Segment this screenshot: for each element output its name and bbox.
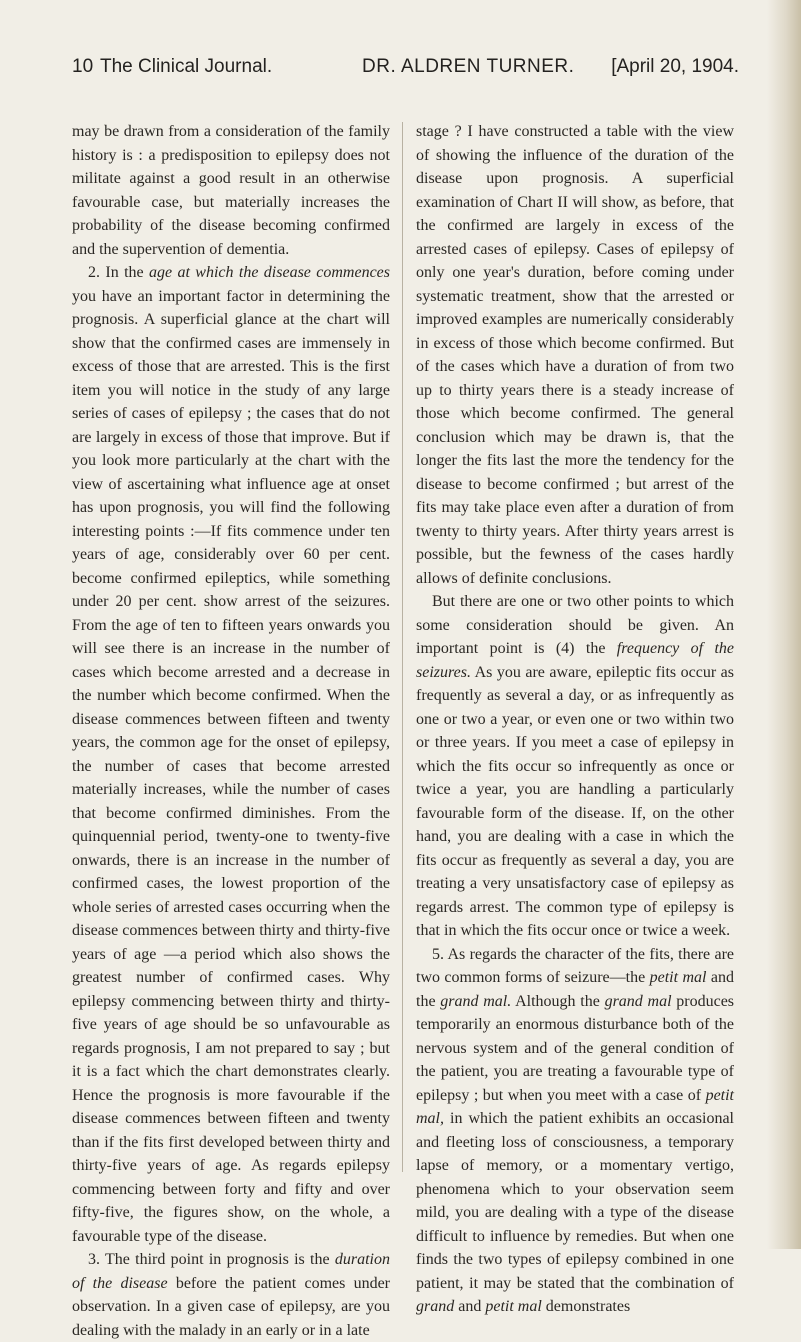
article-author: DR. ALDREN TURNER. [362,56,575,77]
paragraph-age-of-onset: 2. In the age at which the disease commences you have an important factor in determining the prognosis. A superficial glance at the chart will show that the confirmed cases are immensely in excess of those that are arrested. This is the first item you will notice in the study of any large series of cases of epilepsy ; the cases that do not are largely in excess of those that improve. But if you look more particularly at the chart with the view of ascertaining what influence age at onset has upon prognosis, you will find the following interesting points :—If fits commence under ten years of age, considerably over 60 per cent. become confirmed epileptics, while something under 20 per cent. show arrest of the seizures. From the age of ten to fifteen years onwards you will see there is an increase in the number of cases which become arrested and a decrease in the number which become confirmed. When the disease commences between fifteen and twenty years, the common age for the onset of epilepsy, the number of cases that become arrested materially increases, while the number of cases that become confirmed diminishes. From the quinquennial period, twenty-one to twenty-five onwards, there is an increase in the number of confirmed cases, the lowest proportion of the whole series of arrested cases occurring when the disease commences between thirty and thirty-five years of age —a period which also shows the greatest number of confirmed cases. Why epilepsy commencing between thirty and thirty-five years of age should be so unfavourable as regards prognosis, I am not prepared to say ; but it is a fact which the chart demonstrates clearly. Hence the prognosis is more favourable if the disease commences between fifteen and twenty than if the fits first developed between thirty and thirty-five years of age. As regards epilepsy commencing between forty and fifty and over fifty-five, the figures show, on the whole, a favourable type of the disease. [72,264,391,1245]
italic-phrase: petit mal [649,969,707,986]
issue-date: [April 20, 1904. [611,56,739,77]
italic-phrase: grand mal [604,992,672,1010]
paragraph-duration-continued: stage ? I have constructed a table with the view of showing the influence of the duration of the disease upon prognosis. A superficial examination of Chart II will show, as before, that the confirmed are largely in excess of the arrested cases of epilepsy. Cases of epilepsy of only one year's duration, before coming under systematic treatment, show that the arrested or improved examples are numerically considerably in excess of those which become confirmed. But of the cases which have a duration of from two up to thirty years there is a steady increase of those which become confirmed. The general conclusion which may be drawn is, that the longer the fits last the more the tendency for the disease to become confirmed ; but arrest of the fits may take place even after a duration of from twenty to thirty years. After thirty years arrest is possible, but the fewness of the cases hardly allows of definite conclusions. [416,123,734,587]
italic-phrase: duration of the disease [72,1251,390,1292]
italic-phrase: frequency of the seizures. [416,640,734,681]
paragraph-character-of-fits: 5. As regards the character of the fits, there are two common forms of seizure—the petit mal and the grand mal. Although the grand mal produces temporarily an enormous disturbance both of the nervous system and of the general condition of the patient, you are treating a favourable type of epilepsy ; but when you meet with a case of petit mal, in which the patient exhibits an occasional and fleeting loss of consciousness, a temporary lapse of memory, or a momentary vertigo, phenomena which to your observation seem mild, you are dealing with a type of the disease difficult to influence by remedies. But when one finds the two types of epilepsy combined in one patient, it may be stated that the combination of grand and petit mal demonstrates [416,945,735,1315]
italic-phrase: age at which the disease commences [149,264,391,281]
italic-phrase: grand mal. [440,992,512,1010]
column-divider [402,122,403,1172]
italic-phrase: petit mal, [416,1086,734,1127]
right-column [416,120,734,1319]
paragraph-duration: 3. The third point in prognosis is the duration of the disease before the patient comes under observation. In a given case of epilepsy, are you dealing with the malady in an early or in a late [72,1251,391,1339]
italic-phrase: grand [416,1298,455,1315]
left-column [72,120,390,1342]
journal-title: The Clinical Journal. [100,56,273,77]
paragraph-family-history: may be drawn from a consideration of the family history is : a predisposition to epilepsy does not militate against a good result in an otherwise favourable case, but materially increases the probability of the disease becoming confirmed and the supervention of dementia. [72,123,390,258]
paragraph-frequency: But there are one or two other points to which some consideration should be given. An important point is (4) the frequency of the seizures. As you are aware, epileptic fits occur as frequently as several a day, or as infrequently as one or two a year, or even one or two within two or three years. If you meet a case of epilepsy in which the fits occur so infrequently as once or twice a year, you are handling a particularly favourable form of the disease. If, on the other hand, you are dealing with a case in which the fits occur as frequently as several a day, you are treating a very unsatisfactory case of epilepsy as regards arrest. The common type of epilepsy is that in which the fits occur once or twice a week. [416,593,734,939]
page-number: 10 [72,56,94,77]
italic-phrase: petit mal [485,1298,542,1315]
page-edge-shadow [767,0,801,1249]
running-header [72,56,739,86]
